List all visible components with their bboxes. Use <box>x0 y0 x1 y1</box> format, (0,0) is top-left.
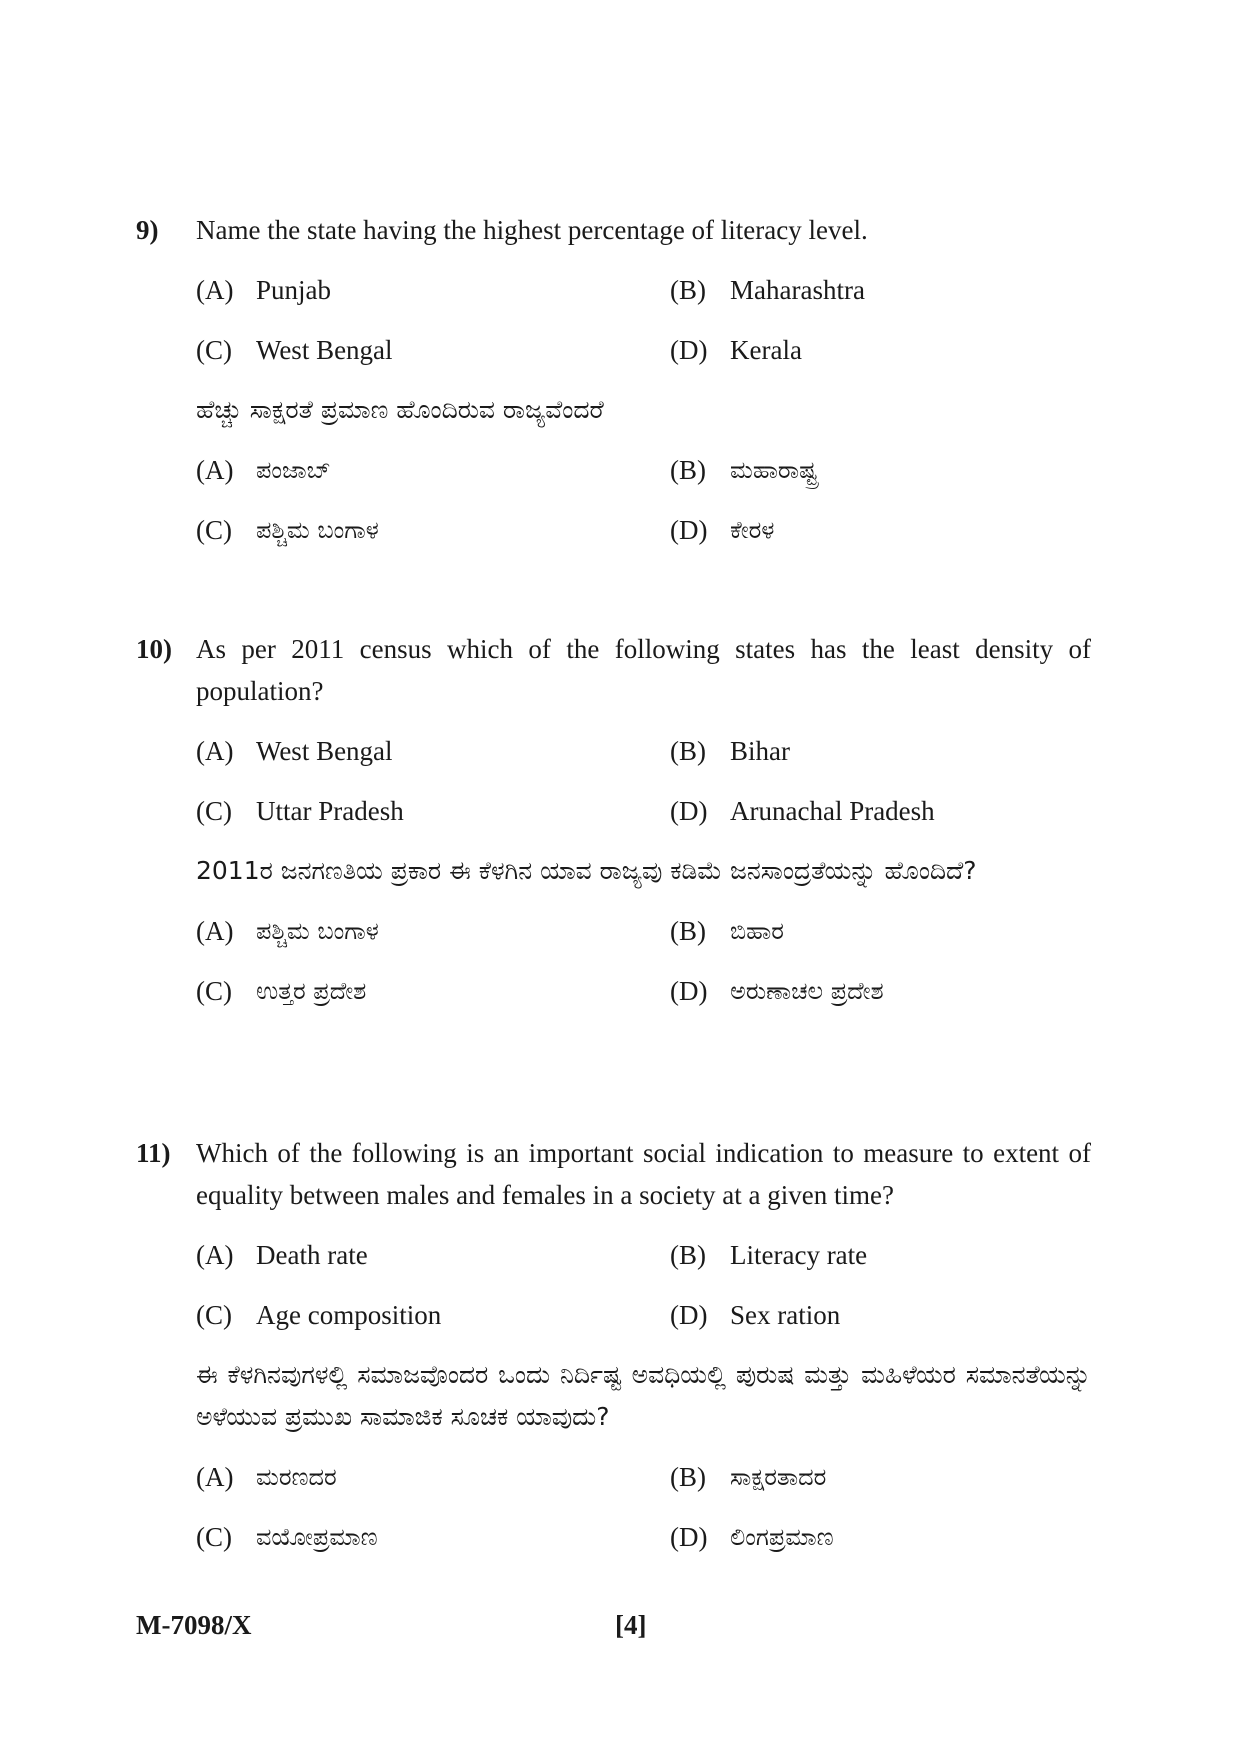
options-english <box>196 269 1091 371</box>
question-text-kannada: ಈ ಕೆಳಗಿನವುಗಳಲ್ಲಿ ಸಮಾಜವೊಂದರ ಒಂದು ನಿರ್ದಿಷ್ಟ ಅವಧಿಯಲ್ಲಿ ಪುರುಷ ಮತ್ತು ಮಹಿಳೆಯರ ಸಮಾನತೆಯನ್ನು ಅಳೆಯುವ ಪ್ರಮುಖ ಸಾಮಾಜಿಕ ಸೂಚಕ ಯಾವುದು? <box>196 1360 1091 1431</box>
question-10 <box>136 628 1091 1030</box>
question-number: 11) <box>136 1138 171 1168</box>
option-b: (B) ಬಿಹಾರ <box>670 916 784 946</box>
question-number: 10) <box>136 634 172 664</box>
option-c: (C) Age composition <box>196 1300 442 1330</box>
question-11 <box>136 1132 1091 1576</box>
question-text-english: As per 2011 census which of the following states has the least density of population? <box>196 634 1091 706</box>
option-a: (A) ಪಶ್ಚಿಮ ಬಂಗಾಳ <box>196 916 379 946</box>
options-kannada <box>196 910 1091 1012</box>
question-text-english: Name the state having the highest percentage of literacy level. <box>196 215 868 245</box>
option-c: (C) ಪಶ್ಚಿಮ ಬಂಗಾಳ <box>196 515 379 545</box>
option-d: (D) ಲಿಂಗಪ್ರಮಾಣ <box>670 1522 834 1552</box>
option-c: (C) ವಯೋಪ್ರಮಾಣ <box>196 1522 378 1552</box>
options-english <box>196 730 1091 832</box>
option-d: (D) Sex ration <box>670 1300 841 1330</box>
question-stem <box>136 1132 1091 1216</box>
options-english <box>196 1234 1091 1336</box>
question-number: 9) <box>136 215 159 245</box>
option-d: (D) ಅರುಣಾಚಲ ಪ್ರದೇಶ <box>670 976 884 1006</box>
option-c: (C) ಉತ್ತರ ಪ್ರದೇಶ <box>196 976 367 1006</box>
option-b: (B) Maharashtra <box>670 275 865 305</box>
option-c: (C) West Bengal <box>196 335 393 365</box>
paper-code: M-7098/X <box>136 1610 252 1640</box>
options-kannada <box>196 449 1091 551</box>
option-d: (D) Arunachal Pradesh <box>670 796 935 826</box>
option-d: (D) Kerala <box>670 335 802 365</box>
page-number: [4] <box>615 1610 647 1640</box>
question-text-kannada: 2011ರ ಜನಗಣತಿಯ ಪ್ರಕಾರ ಈ ಕೆಳಗಿನ ಯಾವ ರಾಜ್ಯವು ಕಡಿಮೆ ಜನಸಾಂದ್ರತೆಯನ್ನು ಹೊಂದಿದೆ? <box>196 856 977 885</box>
option-a: (A) ಮರಣದರ <box>196 1462 337 1492</box>
option-a: (A) ಪಂಜಾಬ್ <box>196 455 331 485</box>
question-stem <box>136 628 1091 712</box>
option-b: (B) ಮಹಾರಾಷ್ಟ್ರ <box>670 455 818 485</box>
question-9 <box>136 209 1091 569</box>
question-text-english: Which of the following is an important social indication to measure to extent of equality between males and females in a society at a given time? <box>196 1138 1091 1210</box>
question-stem <box>136 209 1091 251</box>
option-a: (A) West Bengal <box>196 736 393 766</box>
option-c: (C) Uttar Pradesh <box>196 796 404 826</box>
option-a: (A) Death rate <box>196 1240 368 1270</box>
option-b: (B) Bihar <box>670 736 790 766</box>
option-d: (D) ಕೇರಳ <box>670 515 775 545</box>
option-b: (B) Literacy rate <box>670 1240 868 1270</box>
option-a: (A) Punjab <box>196 275 332 305</box>
options-kannada <box>196 1456 1091 1558</box>
question-text-kannada: ಹೆಚ್ಚು ಸಾಕ್ಷರತೆ ಪ್ರಮಾಣ ಹೊಂದಿರುವ ರಾಜ್ಯವೆಂದರೆ <box>196 395 604 424</box>
option-b: (B) ಸಾಕ್ಷರತಾದರ <box>670 1462 827 1492</box>
